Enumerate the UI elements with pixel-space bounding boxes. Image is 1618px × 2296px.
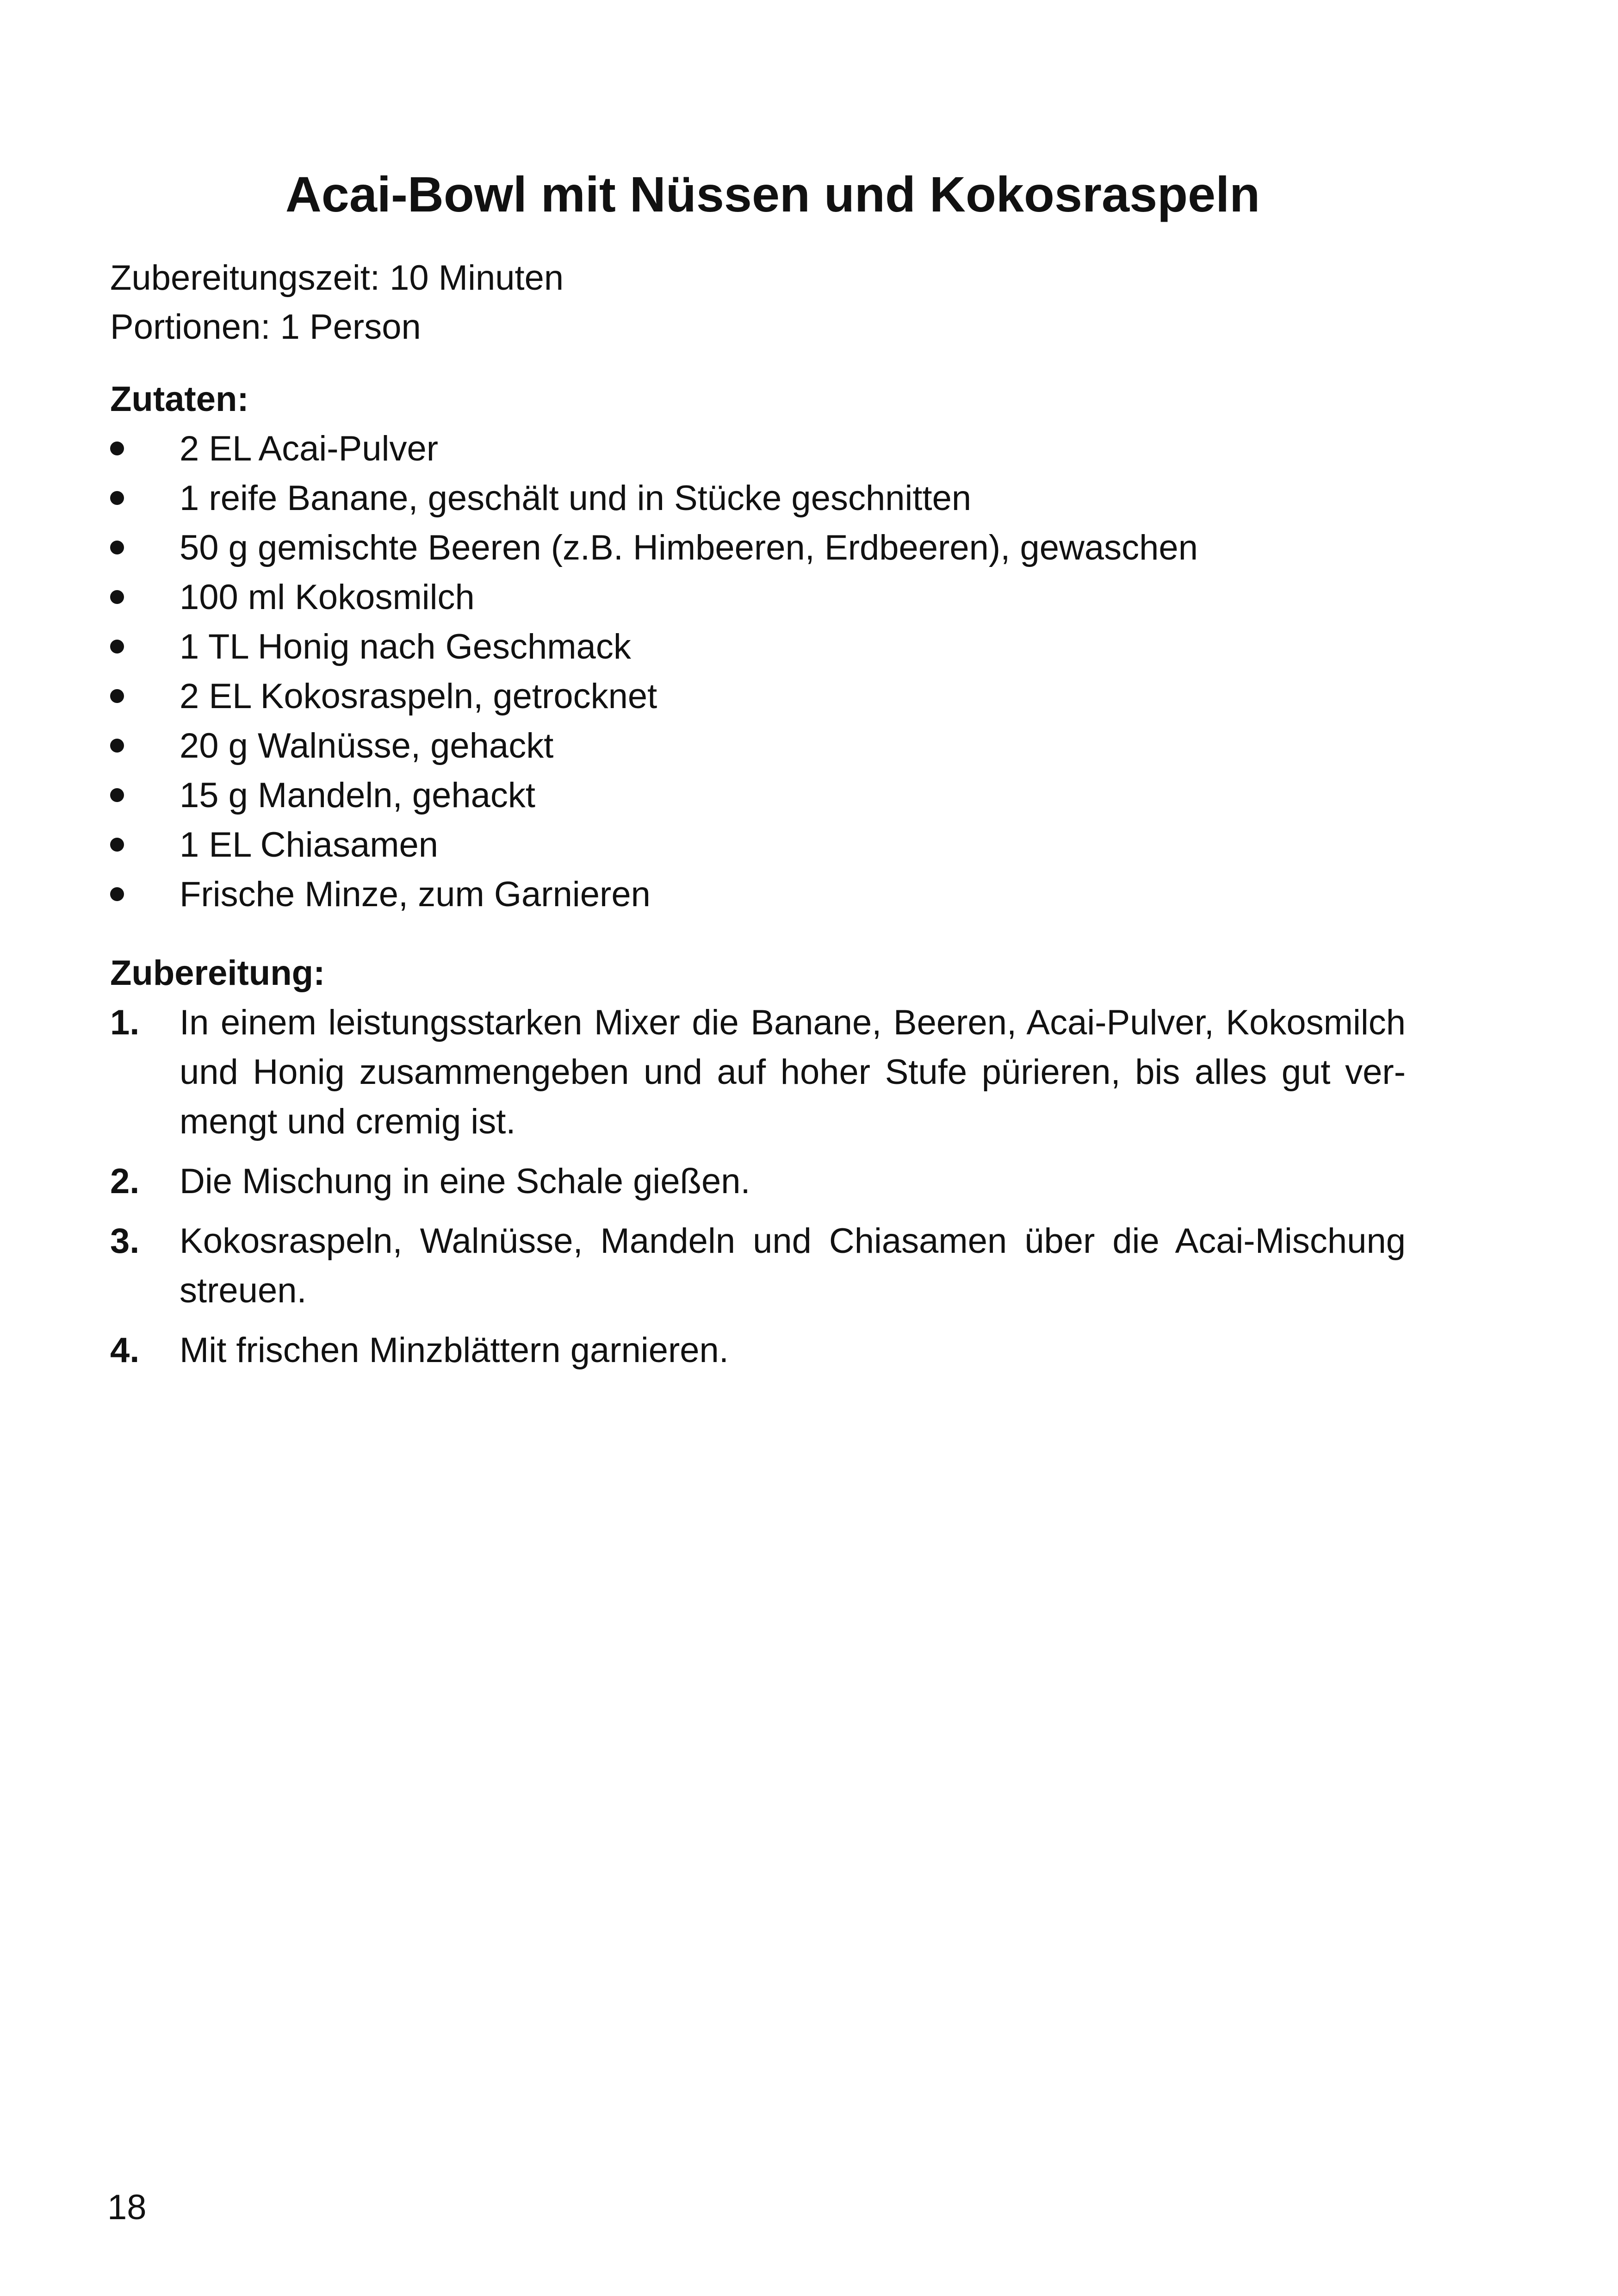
ingredient-text: 1 TL Honig nach Geschmack	[180, 627, 631, 666]
ingredient-item	[110, 572, 1498, 622]
bullet-icon	[110, 442, 124, 455]
step-text: In einem leistungsstarken Mixer die Banane, Beeren, Acai-Pulver, Kokosmilch und Honig zusammengeben und auf hoher Stufe pürieren, bis alles gut vermengt und cremig ist.	[180, 1003, 1406, 1141]
ingredient-text: 50 g gemischte Beeren (z.B. Himbeeren, Erdbeeren), gewaschen	[180, 528, 1198, 567]
ingredient-text: 15 g Mandeln, gehackt	[180, 776, 535, 815]
recipe-title: Acai-Bowl mit Nüssen und Kokosraspeln	[285, 166, 1260, 222]
step-number: 4.	[110, 1331, 140, 1370]
page-number: 18	[107, 2188, 147, 2227]
ingredient-item	[110, 870, 1498, 919]
recipe-meta	[110, 254, 564, 352]
ingredient-item	[110, 771, 1498, 820]
ingredient-item	[110, 721, 1498, 771]
preparation-section	[110, 949, 1406, 1385]
ingredient-item	[110, 672, 1498, 721]
ingredient-text: 20 g Walnüsse, gehackt	[180, 726, 554, 765]
ingredient-text: 100 ml Kokosmilch	[180, 578, 475, 617]
bullet-icon	[110, 590, 124, 604]
ingredient-item	[110, 820, 1498, 870]
ingredient-text: 1 EL Chiasamen	[180, 825, 439, 865]
bullet-icon	[110, 640, 124, 653]
step-number: 3.	[110, 1221, 140, 1261]
ingredient-text: Frische Minze, zum Garnieren	[180, 875, 651, 914]
step-item	[110, 1216, 1406, 1315]
ingredient-text: 2 EL Kokosraspeln, getrocknet	[180, 677, 657, 716]
bullet-icon	[110, 788, 124, 802]
ingredients-list	[110, 424, 1498, 919]
ingredients-heading: Zutaten:	[110, 380, 249, 419]
bullet-icon	[110, 739, 124, 753]
bullet-icon	[110, 887, 124, 901]
step-number: 1.	[110, 1003, 140, 1042]
ingredient-item	[110, 523, 1498, 572]
step-item	[110, 1157, 1406, 1206]
preparation-heading: Zubereitung:	[110, 953, 325, 993]
step-number: 2.	[110, 1162, 140, 1201]
step-text: Kokosraspeln, Walnüsse, Mandeln und Chiasamen über die Acai-Mischung streuen.	[180, 1221, 1406, 1310]
servings: Portionen: 1 Person	[110, 307, 421, 347]
bullet-icon	[110, 838, 124, 852]
step-item	[110, 1325, 1406, 1375]
preparation-steps	[110, 998, 1406, 1375]
prep-time: Zubereitungszeit: 10 Minuten	[110, 258, 564, 298]
bullet-icon	[110, 689, 124, 703]
bullet-icon	[110, 541, 124, 554]
ingredient-text: 1 reife Banane, geschält und in Stücke geschnitten	[180, 479, 972, 518]
ingredient-item	[110, 622, 1498, 672]
ingredients-section	[110, 375, 1498, 919]
ingredient-item	[110, 473, 1498, 523]
ingredient-item	[110, 424, 1498, 473]
step-text: Die Mischung in eine Schale gießen.	[180, 1162, 750, 1201]
step-item	[110, 998, 1406, 1146]
ingredient-text: 2 EL Acai-Pulver	[180, 429, 439, 468]
step-text: Mit frischen Minzblättern garnieren.	[180, 1331, 729, 1370]
bullet-icon	[110, 491, 124, 505]
